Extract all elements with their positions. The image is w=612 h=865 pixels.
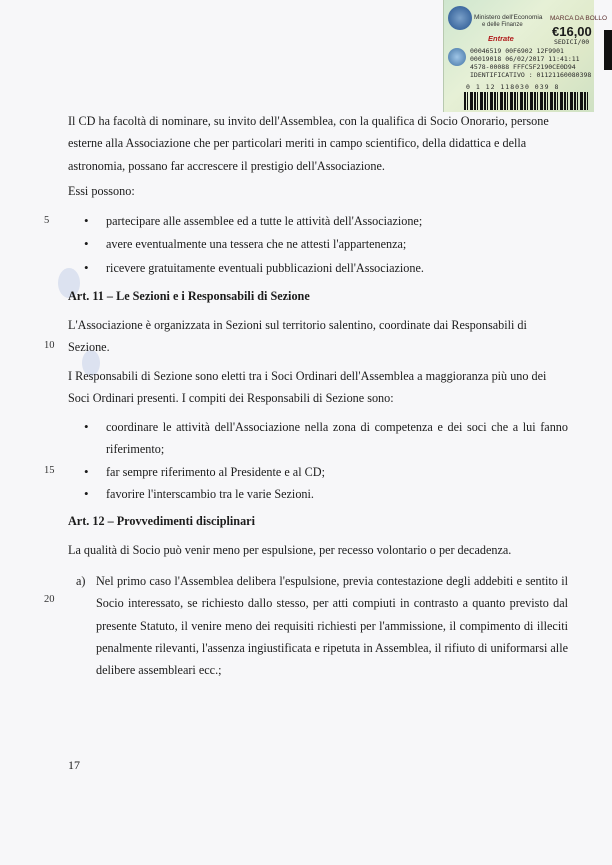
stamp-ministry: Ministero dell'Economia [474, 14, 543, 21]
paragraph-soci-onorari [68, 110, 568, 177]
list-item: • avere eventualmente una tessera che ne attesti l'appartenenza; [84, 233, 568, 255]
stamp-marca: MARCA DA BOLLO [550, 15, 608, 22]
stamp-row: IDENTIFICATIVO : 01121160080398 [470, 71, 592, 79]
line-number: 10 [44, 340, 55, 351]
stamp-seq: SEDICI/00 [554, 38, 590, 46]
bullet-list-soci [84, 210, 568, 279]
list-item: • favorire l'interscambio tra le varie Sezioni. [84, 483, 568, 505]
stamp-ministry-2: e delle Finanze [482, 22, 523, 28]
page-number: 17 [68, 758, 80, 772]
line-number: 20 [44, 594, 55, 605]
stamp-row: 00046519 00F6902 12F9901 [470, 47, 564, 55]
hologram-icon [448, 48, 466, 66]
scan-edge [604, 30, 612, 70]
barcode [464, 92, 590, 110]
republic-emblem-icon [448, 6, 472, 30]
line-number: 5 [44, 215, 50, 226]
text-line: Sezione. [68, 340, 110, 355]
text-line: Il CD ha facoltà di nominare, su invito dell'Assemblea, con la qualifica di Socio Onorario, persone [68, 114, 549, 128]
paragraph-sezioni [68, 314, 568, 359]
stamp-price: €16,00 [552, 24, 592, 39]
text-line: Soci Ordinari presenti. I compiti dei Responsabili di Sezione sono: [68, 391, 394, 406]
heading-art-11: Art. 11 – Le Sezioni e i Responsabili di Sezione [68, 289, 310, 303]
list-item: • partecipare alle assemblee ed a tutte le attività dell'Associazione; [84, 210, 568, 232]
heading-art-12: Art. 12 – Provvedimenti disciplinari [68, 514, 255, 528]
list-item: • coordinare le attività dell'Associazione nella zona di competenza e dei soci che a lui fanno riferimento; [84, 416, 568, 461]
revenue-stamp [443, 0, 608, 112]
item-label: a) [76, 574, 86, 588]
stamp-entrate-logo: Entrate [488, 34, 514, 43]
list-item: • ricevere gratuitamente eventuali pubblicazioni dell'Associazione. [84, 257, 568, 279]
list-item-a [76, 570, 568, 681]
paragraph-qualita-socio: La qualità di Socio può venir meno per espulsione, per recesso volontario o per decadenza. [68, 543, 512, 557]
stamp-row: 4578-00088 FFFC5F2190CE0D94 [470, 63, 576, 71]
text-line: astronomia, possano far accrescere il prestigio dell'Associazione. [68, 158, 385, 173]
paragraph-responsabili [68, 365, 568, 410]
paragraph-essi-possono: Essi possono: [68, 184, 135, 198]
bullet-list-compiti [84, 416, 568, 505]
stamp-barcode-number: 0 1 12 118030 039 8 [466, 83, 560, 91]
item-text: Nel primo caso l'Assemblea delibera l'espulsione, previa contestazione degli addebiti e sentito il Socio interessato, se richiesto dallo stesso, per atti compiuti in contrasto a quanto previsto dal presente Statuto, il venire meno dei requisiti richiesti per l'ammissione, il compimento di illeciti penalmente rilevanti, l'assenza ingiustificata e ripetuta in Assemblea, il rifiuto di uniformarsi alle delibere assembleari ecc.; [96, 574, 568, 678]
stamp-row: 00019018 06/02/2017 11:41:11 [470, 55, 580, 63]
text-line: esterne alla Associazione che per particolari meriti in campo scientifico, della didattica e della [68, 136, 527, 151]
list-item: • far sempre riferimento al Presidente e al CD; [84, 461, 568, 483]
text-line: I Responsabili di Sezione sono eletti tra i Soci Ordinari dell'Assemblea a maggioranza più uno dei [68, 369, 547, 383]
line-number: 15 [44, 465, 55, 476]
text-line: L'Associazione è organizzata in Sezioni sul territorio salentino, coordinate dai Responsabili di [68, 318, 527, 332]
